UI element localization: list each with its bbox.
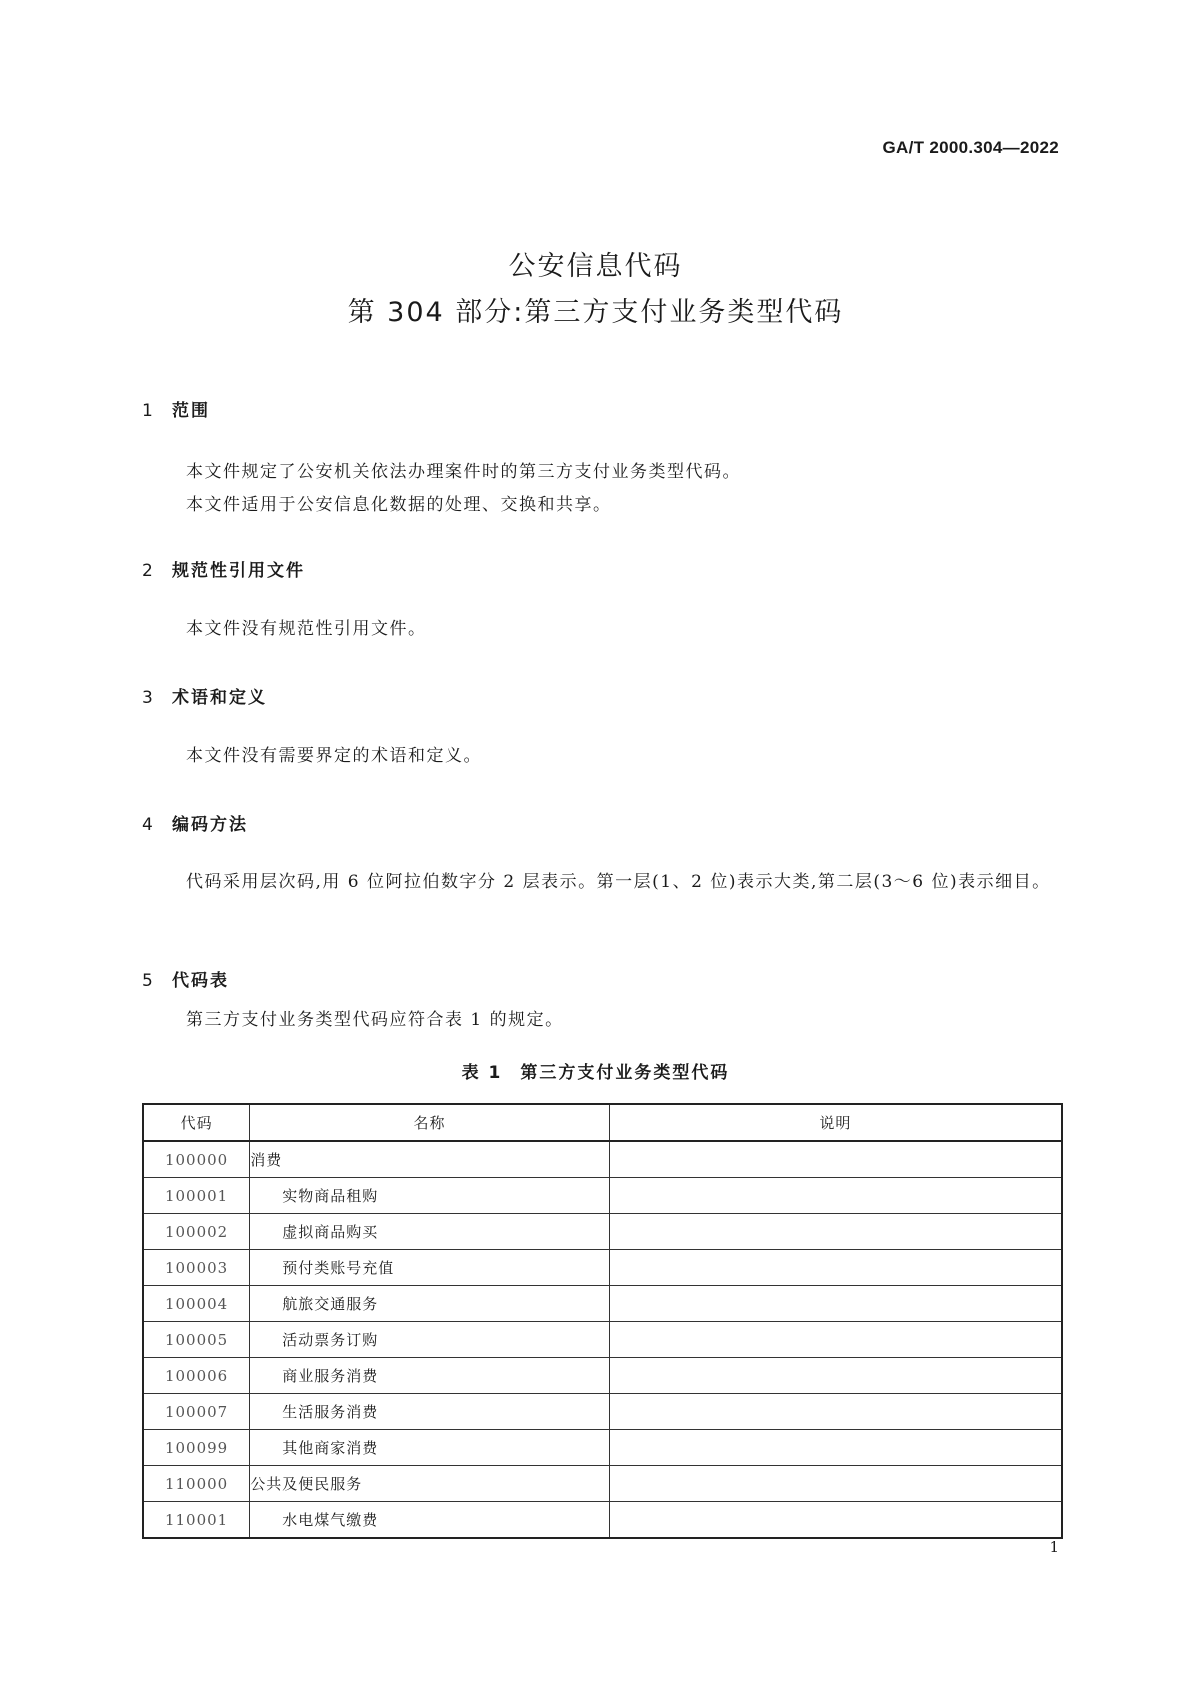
column-header-code: 代码 <box>143 1104 250 1141</box>
table-row <box>143 1214 1062 1250</box>
table-caption <box>0 1058 1191 1083</box>
section-number: 1 <box>142 401 155 421</box>
cell-code: 100007 <box>143 1394 250 1430</box>
section-body-normative-references <box>142 613 1060 646</box>
section-number: 3 <box>142 688 155 708</box>
cell-code: 100001 <box>143 1178 250 1214</box>
cell-code: 100000 <box>143 1141 250 1178</box>
section-number: 5 <box>142 971 155 991</box>
table-caption-label: 表 1 <box>461 1063 503 1083</box>
column-header-name: 名称 <box>250 1104 610 1141</box>
cell-note <box>609 1466 1062 1502</box>
table-row <box>143 1430 1062 1466</box>
section-title: 代码表 <box>172 971 229 991</box>
paragraph: 代码采用层次码,用 6 位阿拉伯数字分 2 层表示。第一层(1、2 位)表示大类,第二层(3～6 位)表示细目。 <box>186 872 1051 892</box>
section-body-code-table <box>142 1004 1060 1037</box>
cell-code: 100005 <box>143 1322 250 1358</box>
cell-note <box>609 1322 1062 1358</box>
section-heading-normative-references <box>142 556 305 581</box>
table-row <box>143 1358 1062 1394</box>
section-heading-terms <box>142 683 267 708</box>
table-row <box>143 1322 1062 1358</box>
paragraph: 本文件没有需要界定的术语和定义。 <box>186 746 482 766</box>
table-row <box>143 1466 1062 1502</box>
cell-note <box>609 1178 1062 1214</box>
section-title: 术语和定义 <box>172 688 267 708</box>
cell-note <box>609 1286 1062 1322</box>
section-body-scope <box>142 456 1060 522</box>
section-heading-scope <box>142 396 210 421</box>
section-number: 2 <box>142 561 155 581</box>
cell-name: 活动票务订购 <box>250 1322 610 1358</box>
cell-name: 其他商家消费 <box>250 1430 610 1466</box>
section-heading-coding-method <box>142 810 248 835</box>
cell-code: 100099 <box>143 1430 250 1466</box>
standard-number: GA/T 2000.304—2022 <box>882 138 1059 157</box>
cell-note <box>609 1358 1062 1394</box>
document-subtitle: 第 304 部分:第三方支付业务类型代码 <box>347 297 844 328</box>
cell-note <box>609 1250 1062 1286</box>
cell-name: 消费 <box>250 1141 610 1178</box>
table-row <box>143 1141 1062 1178</box>
cell-code: 100003 <box>143 1250 250 1286</box>
code-table <box>142 1103 1063 1539</box>
cell-code: 110000 <box>143 1466 250 1502</box>
cell-name: 生活服务消费 <box>250 1394 610 1430</box>
section-title: 编码方法 <box>172 815 248 835</box>
cell-name: 水电煤气缴费 <box>250 1502 610 1539</box>
cell-code: 110001 <box>143 1502 250 1539</box>
cell-name: 虚拟商品购买 <box>250 1214 610 1250</box>
cell-note <box>609 1394 1062 1430</box>
document-title: 公安信息代码 <box>508 251 683 282</box>
cell-note <box>609 1214 1062 1250</box>
cell-code: 100006 <box>143 1358 250 1394</box>
cell-name: 航旅交通服务 <box>250 1286 610 1322</box>
table-row <box>143 1250 1062 1286</box>
cell-note <box>609 1141 1062 1178</box>
table-row <box>143 1394 1062 1430</box>
section-body-coding-method <box>142 866 1060 899</box>
cell-code: 100004 <box>143 1286 250 1322</box>
cell-name: 实物商品租购 <box>250 1178 610 1214</box>
paragraph: 本文件适用于公安信息化数据的处理、交换和共享。 <box>186 495 612 515</box>
paragraph: 第三方支付业务类型代码应符合表 1 的规定。 <box>186 1010 564 1030</box>
cell-name: 预付类账号充值 <box>250 1250 610 1286</box>
table-header-row <box>143 1104 1062 1141</box>
cell-note <box>609 1502 1062 1539</box>
table-row <box>143 1178 1062 1214</box>
page-number: 1 <box>1049 1538 1059 1556</box>
cell-code: 100002 <box>143 1214 250 1250</box>
section-body-terms <box>142 740 1060 773</box>
cell-name: 公共及便民服务 <box>250 1466 610 1502</box>
column-header-note: 说明 <box>609 1104 1062 1141</box>
section-title: 规范性引用文件 <box>172 561 305 581</box>
paragraph: 本文件规定了公安机关依法办理案件时的第三方支付业务类型代码。 <box>186 462 741 482</box>
table-caption-title: 第三方支付业务类型代码 <box>520 1063 730 1083</box>
section-number: 4 <box>142 815 155 835</box>
paragraph: 本文件没有规范性引用文件。 <box>186 619 427 639</box>
cell-name: 商业服务消费 <box>250 1358 610 1394</box>
section-heading-code-table <box>142 966 229 991</box>
table-row <box>143 1502 1062 1539</box>
table-row <box>143 1286 1062 1322</box>
section-title: 范围 <box>172 401 210 421</box>
cell-note <box>609 1430 1062 1466</box>
